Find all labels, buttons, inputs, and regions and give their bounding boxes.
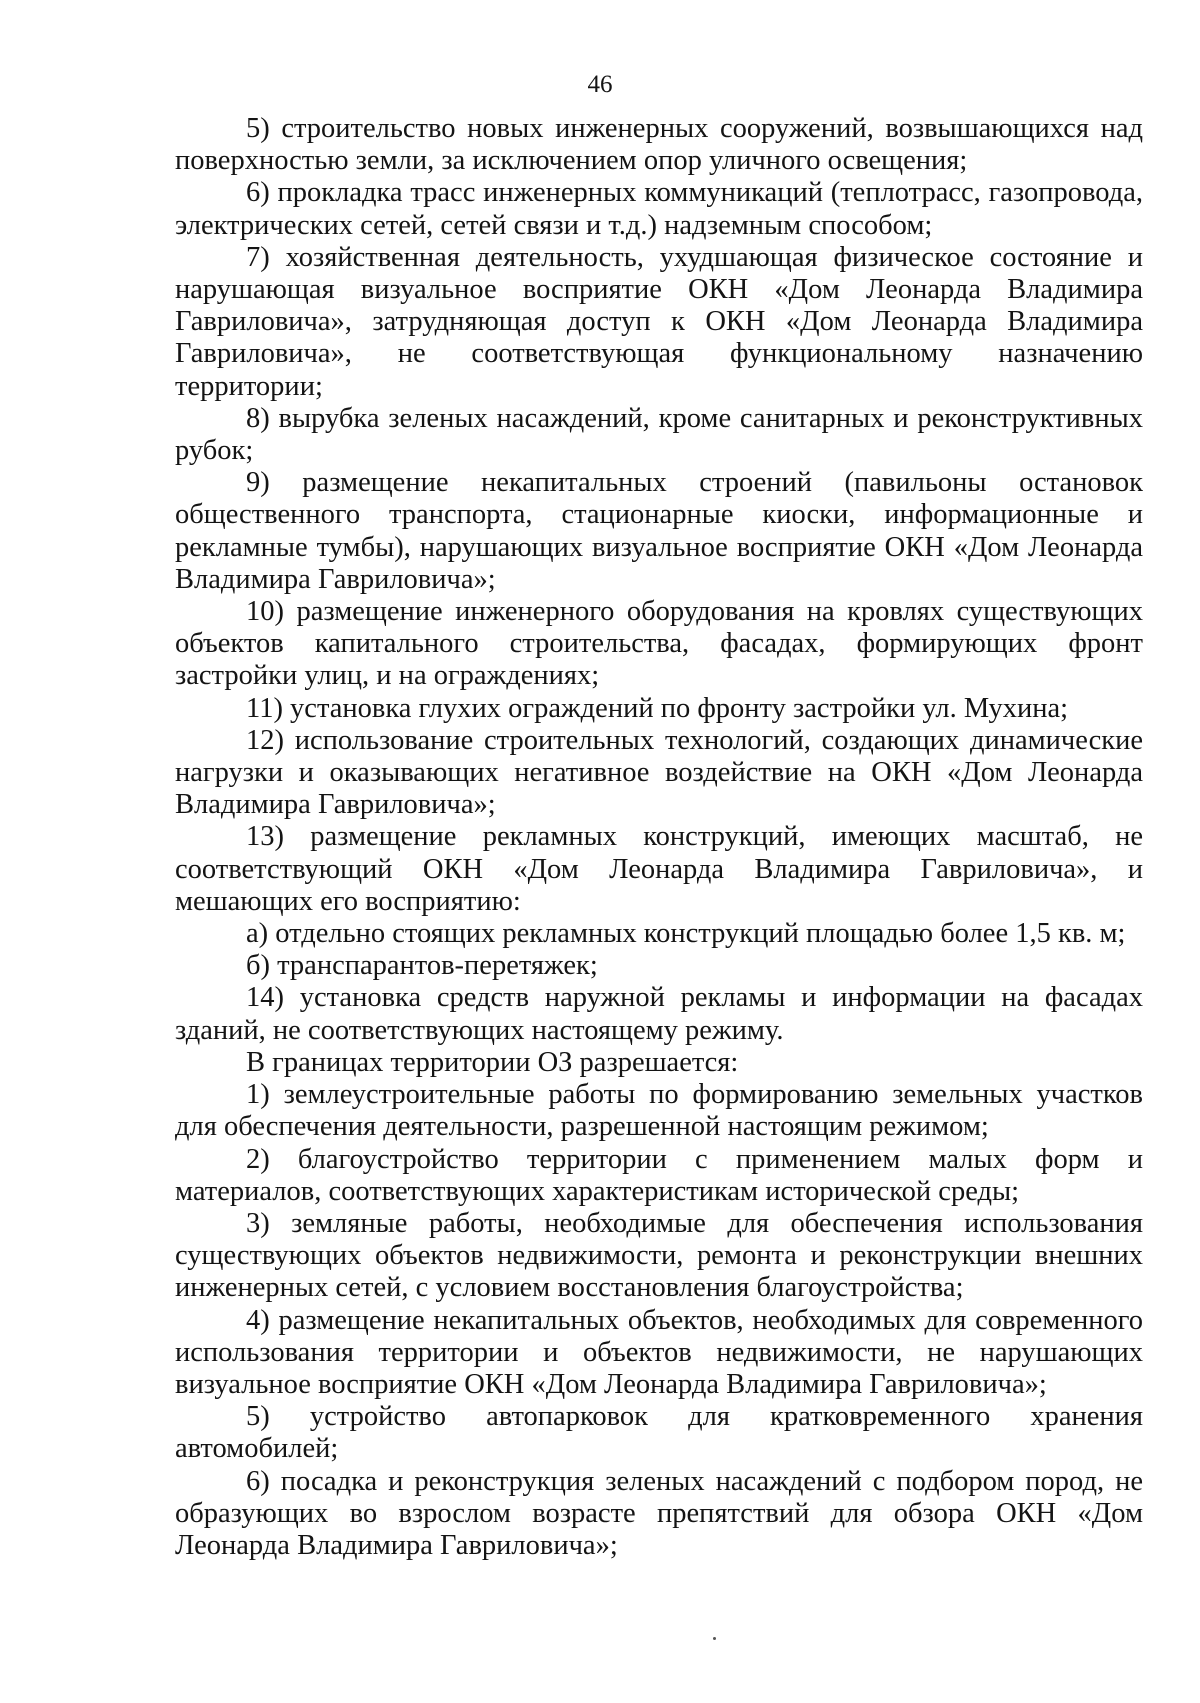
list-item-prohibited-8: 8) вырубка зеленых насаждений, кроме санитарных и реконструктивных рубок; — [175, 402, 1143, 467]
list-subitem-b: б) транспарантов-перетяжек; — [246, 950, 598, 982]
page-number: 46 — [587, 71, 613, 98]
list-item-prohibited-5: 5) строительство новых инженерных сооружений, возвышающихся над поверхностью земли, за исключением опор уличного освещения; — [175, 113, 1143, 177]
list-item-prohibited-7: 7) хозяйственная деятельность, ухудшающая физическое состояние и нарушающая визуальное восприятие ОКН «Дом Леонарда Владимира Гавриловича», затрудняющая доступ к ОКН «Дом Леонарда Владимира Гавриловича», не соответствующая функциональному назначению территории; — [175, 241, 1143, 402]
list-item-permitted-1: 1) землеустроительные работы по формированию земельных участков для обеспечения деятельности, разрешенной настоящим режимом; — [175, 1079, 1143, 1143]
list-item-prohibited-12: 12) использование строительных технологий, создающих динамические нагрузки и оказывающих негативное воздействие на ОКН «Дом Леонарда Владимира Гавриловича»; — [175, 724, 1143, 821]
list-item-prohibited-9: 9) размещение некапитальных строений (павильоны остановок общественного транспорта, стационарные киоски, информационные и рекламные тумбы), нарушающих визуальное восприятие ОКН «Дом Леонарда Владимира Гавриловича»; — [175, 467, 1143, 595]
scan-speck — [713, 1637, 716, 1640]
list-item-prohibited-10: 10) размещение инженерного оборудования на кровлях существующих объектов капитального строительства, фасадах, формирующих фронт застройки улиц, и на ограждениях; — [175, 596, 1143, 692]
list-item-prohibited-6: 6) прокладка трасс инженерных коммуникаций (теплотрасс, газопровода, электрических сетей, сетей связи и т.д.) надземным способом; — [175, 177, 1143, 241]
document-body — [175, 113, 1143, 1562]
list-item-permitted-5: 5) устройство автопарковок для кратковременного хранения автомобилей; — [175, 1401, 1143, 1465]
list-item-prohibited-13: 13) размещение рекламных конструкций, имеющих масштаб, не соответствующий ОКН «Дом Леонарда Владимира Гавриловича», и мешающих его восприятию: — [175, 821, 1143, 917]
list-item-prohibited-11: 11) установка глухих ограждений по фронту застройки ул. Мухина; — [246, 692, 1069, 724]
list-item-permitted-6: 6) посадка и реконструкция зеленых насаждений с подбором пород, не образующих во взрослом возрасте препятствий для обзора ОКН «Дом Леонарда Владимира Гавриловича»; — [175, 1465, 1143, 1561]
list-subitem-a: а) отдельно стоящих рекламных конструкций площадью более 1,5 кв. м; — [246, 918, 1126, 950]
list-item-permitted-3: 3) земляные работы, необходимые для обеспечения использования существующих объектов недвижимости, ремонта и реконструкции внешних инженерных сетей, с условием восстановления благоустройства; — [175, 1207, 1143, 1304]
list-item-permitted-2: 2) благоустройство территории с применением малых форм и материалов, соответствующих характеристикам исторической среды; — [175, 1143, 1143, 1207]
list-item-permitted-4: 4) размещение некапитальных объектов, необходимых для современного использования территории и объектов недвижимости, не нарушающих визуальное восприятие ОКН «Дом Леонарда Владимира Гавриловича»; — [175, 1304, 1143, 1400]
permitted-section-heading: В границах территории ОЗ разрешается: — [246, 1046, 739, 1078]
list-item-prohibited-14: 14) установка средств наружной рекламы и информации на фасадах зданий, не соответствующих настоящему режиму. — [175, 982, 1143, 1046]
